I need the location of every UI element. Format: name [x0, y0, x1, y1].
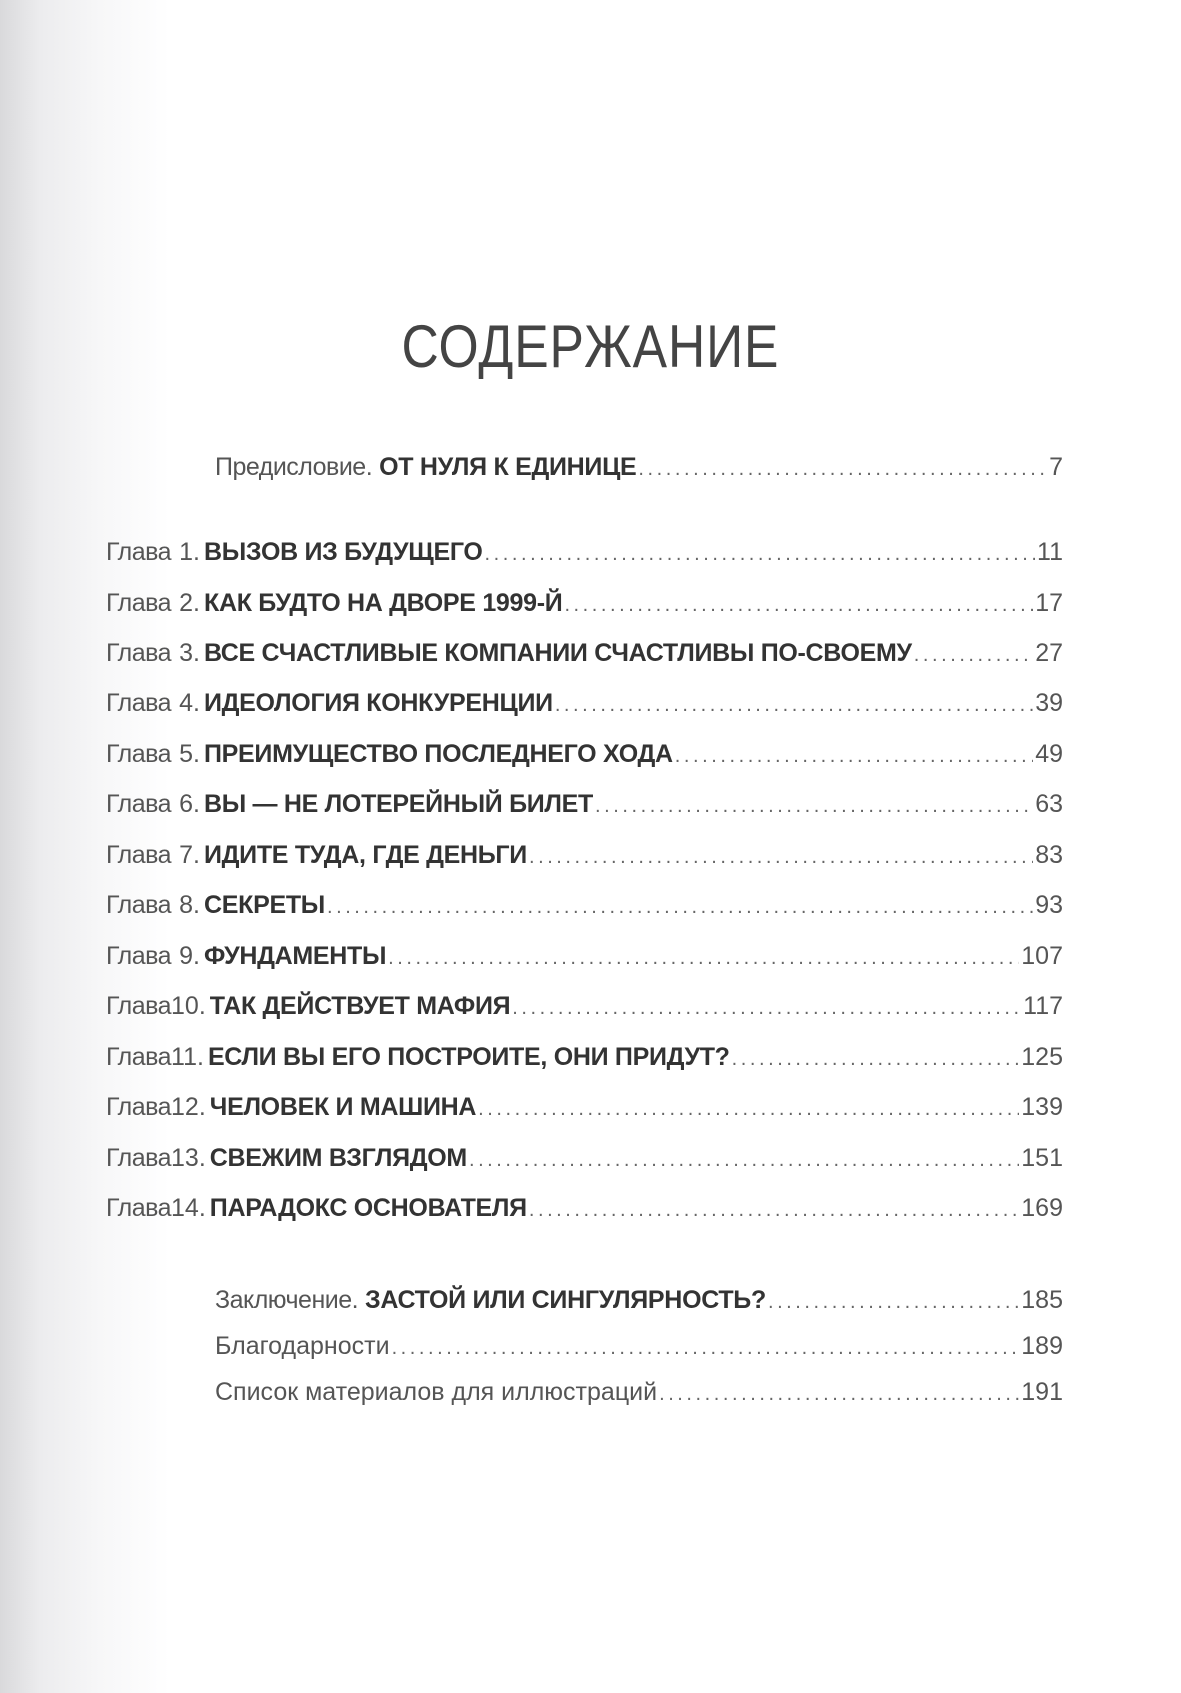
chapter-label: Глава [106, 1144, 172, 1172]
preface-label: Предисловие. [215, 453, 373, 481]
toc-entry-chapter-3[interactable] [106, 638, 1063, 670]
page-number: 139 [1021, 1093, 1063, 1121]
chapter-title: КАК БУДТО НА ДВОРЕ 1999-Й [203, 589, 563, 617]
dot-leader [555, 690, 1033, 720]
page-number: 39 [1035, 689, 1063, 717]
dot-leader [732, 1044, 1020, 1074]
page-number: 107 [1021, 942, 1063, 970]
chapter-title: СЕКРЕТЫ [203, 891, 325, 919]
dot-leader [638, 454, 1047, 484]
page-number: 83 [1035, 841, 1063, 869]
page-number: 17 [1035, 589, 1063, 617]
dot-leader [388, 943, 1019, 973]
chapter-number: 3. [179, 639, 200, 667]
page-number: 169 [1021, 1194, 1063, 1222]
chapter-label: Глава [106, 942, 172, 970]
toc-entry-chapter-2[interactable] [106, 588, 1063, 620]
dot-leader [595, 791, 1033, 821]
page-number: 117 [1023, 992, 1063, 1020]
chapter-title: ФУНДАМЕНТЫ [203, 942, 387, 970]
page-number: 151 [1021, 1144, 1063, 1172]
chapter-number: 11. [171, 1043, 204, 1071]
page-number: 189 [1021, 1332, 1063, 1360]
page-number: 11 [1037, 538, 1063, 566]
page-number: 27 [1035, 639, 1063, 667]
toc-entry-chapter-10[interactable] [106, 991, 1063, 1023]
chapter-title: ТАК ДЕЙСТВУЕТ МАФИЯ [209, 992, 511, 1020]
dot-leader [564, 590, 1033, 620]
page-number: 125 [1021, 1043, 1063, 1071]
toc-entry-chapter-6[interactable] [106, 789, 1063, 821]
chapter-label: Глава [106, 992, 172, 1020]
toc-entry-chapter-11[interactable] [106, 1042, 1063, 1074]
acknowledgements-title: Благодарности [215, 1332, 390, 1360]
chapter-title: СВЕЖИМ ВЗГЛЯДОМ [209, 1144, 467, 1172]
dot-leader [478, 1094, 1019, 1124]
chapter-number: 12. [171, 1093, 206, 1121]
page-title: СОДЕРЖАНИЕ [401, 313, 780, 380]
dot-leader [327, 892, 1033, 922]
chapter-label: Глава [106, 841, 172, 869]
toc-entry-chapter-12[interactable] [106, 1092, 1063, 1124]
toc-entry-chapter-14[interactable] [106, 1193, 1063, 1225]
chapter-title: ВСЕ СЧАСТЛИВЫЕ КОМПАНИИ СЧАСТЛИВЫ ПО-СВОЕМУ [203, 639, 912, 667]
dot-leader [914, 640, 1033, 670]
chapter-title: ПАРАДОКС ОСНОВАТЕЛЯ [209, 1194, 527, 1222]
toc-entry-chapter-1[interactable] [106, 537, 1063, 569]
toc-entry-chapter-7[interactable] [106, 840, 1063, 872]
chapter-number: 4. [179, 689, 200, 717]
page-number: 191 [1021, 1378, 1063, 1406]
chapter-title: ВЫ — НЕ ЛОТЕРЕЙНЫЙ БИЛЕТ [203, 790, 594, 818]
chapter-number: 10. [171, 992, 206, 1020]
toc-entry-conclusion[interactable] [215, 1285, 1063, 1317]
illustrations-list-title: Список материалов для иллюстраций [215, 1378, 658, 1406]
chapter-number: 9. [179, 942, 200, 970]
chapter-label: Глава [106, 639, 172, 667]
chapter-label: Глава [106, 1093, 172, 1121]
chapter-number: 8. [179, 891, 200, 919]
chapter-title: ВЫЗОВ ИЗ БУДУЩЕГО [203, 538, 483, 566]
chapter-title: ПРЕИМУЩЕСТВО ПОСЛЕДНЕГО ХОДА [203, 740, 673, 768]
page-number: 7 [1049, 453, 1063, 481]
page-number: 185 [1021, 1286, 1063, 1314]
chapter-label: Глава [106, 740, 172, 768]
chapter-label: Глава [106, 689, 172, 717]
page-number: 93 [1035, 891, 1063, 919]
chapter-number: 5. [179, 740, 200, 768]
chapter-number: 6. [179, 790, 200, 818]
chapter-number: 14. [171, 1194, 206, 1222]
toc-entry-chapter-5[interactable] [106, 739, 1063, 771]
chapter-label: Глава [106, 1043, 172, 1071]
toc-entry-chapter-13[interactable] [106, 1143, 1063, 1175]
toc-entry-chapter-4[interactable] [106, 688, 1063, 720]
dot-leader [768, 1287, 1019, 1317]
dot-leader [529, 1195, 1019, 1225]
page-number: 63 [1035, 790, 1063, 818]
chapter-label: Глава [106, 589, 172, 617]
toc-entry-illustrations[interactable] [215, 1377, 1063, 1409]
dot-leader [675, 741, 1033, 771]
page-number: 49 [1035, 740, 1063, 768]
chapter-label: Глава [106, 1194, 172, 1222]
dot-leader [392, 1333, 1020, 1363]
toc-entry-chapter-8[interactable] [106, 890, 1063, 922]
chapter-number: 2. [179, 589, 200, 617]
chapter-title: ЕСЛИ ВЫ ЕГО ПОСТРОИТЕ, ОНИ ПРИДУТ? [207, 1043, 730, 1071]
dot-leader [512, 993, 1021, 1023]
conclusion-label: Заключение. [215, 1286, 359, 1314]
chapter-number: 1. [179, 538, 200, 566]
toc-entry-chapter-9[interactable] [106, 941, 1063, 973]
preface-title: ОТ НУЛЯ К ЕДИНИЦЕ [379, 453, 637, 481]
toc-entry-preface[interactable] [215, 452, 1063, 484]
chapter-label: Глава [106, 538, 172, 566]
dot-leader [659, 1379, 1019, 1409]
toc-entry-acknowledgements[interactable] [215, 1331, 1063, 1363]
dot-leader [469, 1145, 1019, 1175]
chapter-title: ИДЕОЛОГИЯ КОНКУРЕНЦИИ [203, 689, 553, 717]
chapter-number: 7. [179, 841, 200, 869]
chapter-label: Глава [106, 790, 172, 818]
chapter-number: 13. [171, 1144, 206, 1172]
conclusion-title: ЗАСТОЙ ИЛИ СИНГУЛЯРНОСТЬ? [365, 1286, 766, 1314]
chapter-label: Глава [106, 891, 172, 919]
chapter-title: ЧЕЛОВЕК И МАШИНА [209, 1093, 477, 1121]
dot-leader [529, 842, 1033, 872]
chapter-title: ИДИТЕ ТУДА, ГДЕ ДЕНЬГИ [203, 841, 527, 869]
dot-leader [485, 539, 1036, 569]
